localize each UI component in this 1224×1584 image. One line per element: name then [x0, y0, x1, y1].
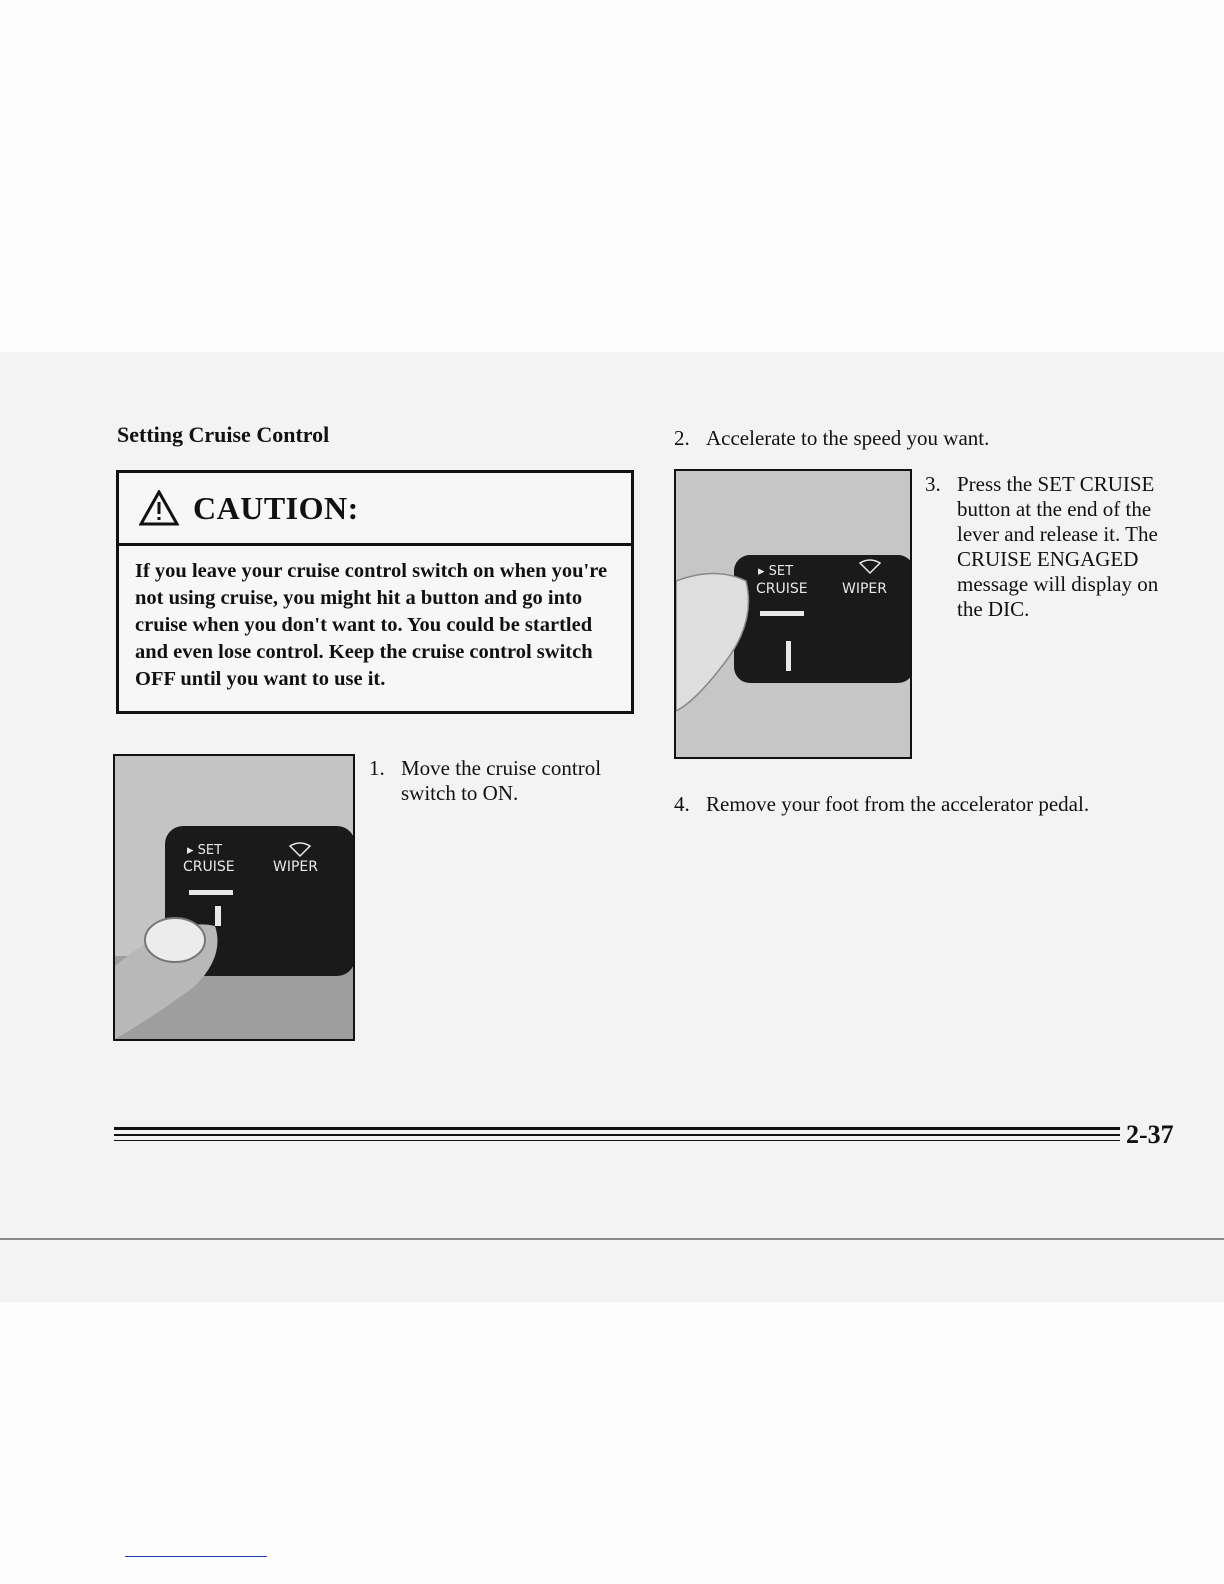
- band-divider: [0, 1238, 1224, 1240]
- step-number: 4.: [674, 792, 690, 816]
- cruise-switch-photo: [113, 754, 355, 1041]
- cruise-lever-illustration-2: [676, 471, 910, 757]
- step-text: Accelerate to the speed you want.: [706, 426, 990, 450]
- cruise-lever-illustration: [115, 756, 353, 1039]
- step-text: Move the cruise control switch to ON.: [401, 756, 602, 805]
- lever-wiper-label: WIPER: [273, 859, 318, 875]
- lever-set-label: ▸ SET: [187, 843, 223, 858]
- footer-rule: [114, 1134, 1120, 1136]
- step-text: Remove your foot from the accelerator pedal.: [706, 792, 1090, 816]
- caution-text: If you leave your cruise control switch on when you're not using cruise, you might hit a button and go into cruise when you don't want to. You could be startled and even lose control. Keep the cruise control switch OFF until you want to use it.: [135, 560, 608, 690]
- lever-cruise-label: CRUISE: [183, 859, 235, 875]
- step-1: [369, 756, 631, 806]
- step-number: 2.: [674, 426, 690, 450]
- lever-cruise-label-2: CRUISE: [756, 581, 808, 597]
- caution-box: [116, 470, 634, 714]
- footer-rule: [114, 1127, 1120, 1130]
- step-2: [674, 426, 1174, 451]
- set-cruise-photo: [674, 469, 912, 759]
- step-number: 1.: [369, 756, 385, 780]
- warning-triangle-icon: [139, 490, 179, 526]
- lever-set-label-2: ▸ SET: [758, 564, 794, 579]
- section-heading: Setting Cruise Control: [117, 422, 330, 447]
- page-number: 2-37: [1126, 1120, 1174, 1149]
- caution-header: [119, 473, 631, 546]
- step-3: [925, 472, 1185, 622]
- link-underline: [125, 1556, 267, 1557]
- step-4: [674, 792, 1214, 817]
- caution-title: CAUTION:: [193, 489, 359, 526]
- step-text: Press the SET CRUISE button at the end of the lever and release it. The CRUISE ENGAGED message will display on the DIC.: [957, 472, 1159, 621]
- footer-rule: [114, 1140, 1120, 1141]
- step-number: 3.: [925, 472, 941, 496]
- lever-wiper-label-2: WIPER: [842, 581, 887, 597]
